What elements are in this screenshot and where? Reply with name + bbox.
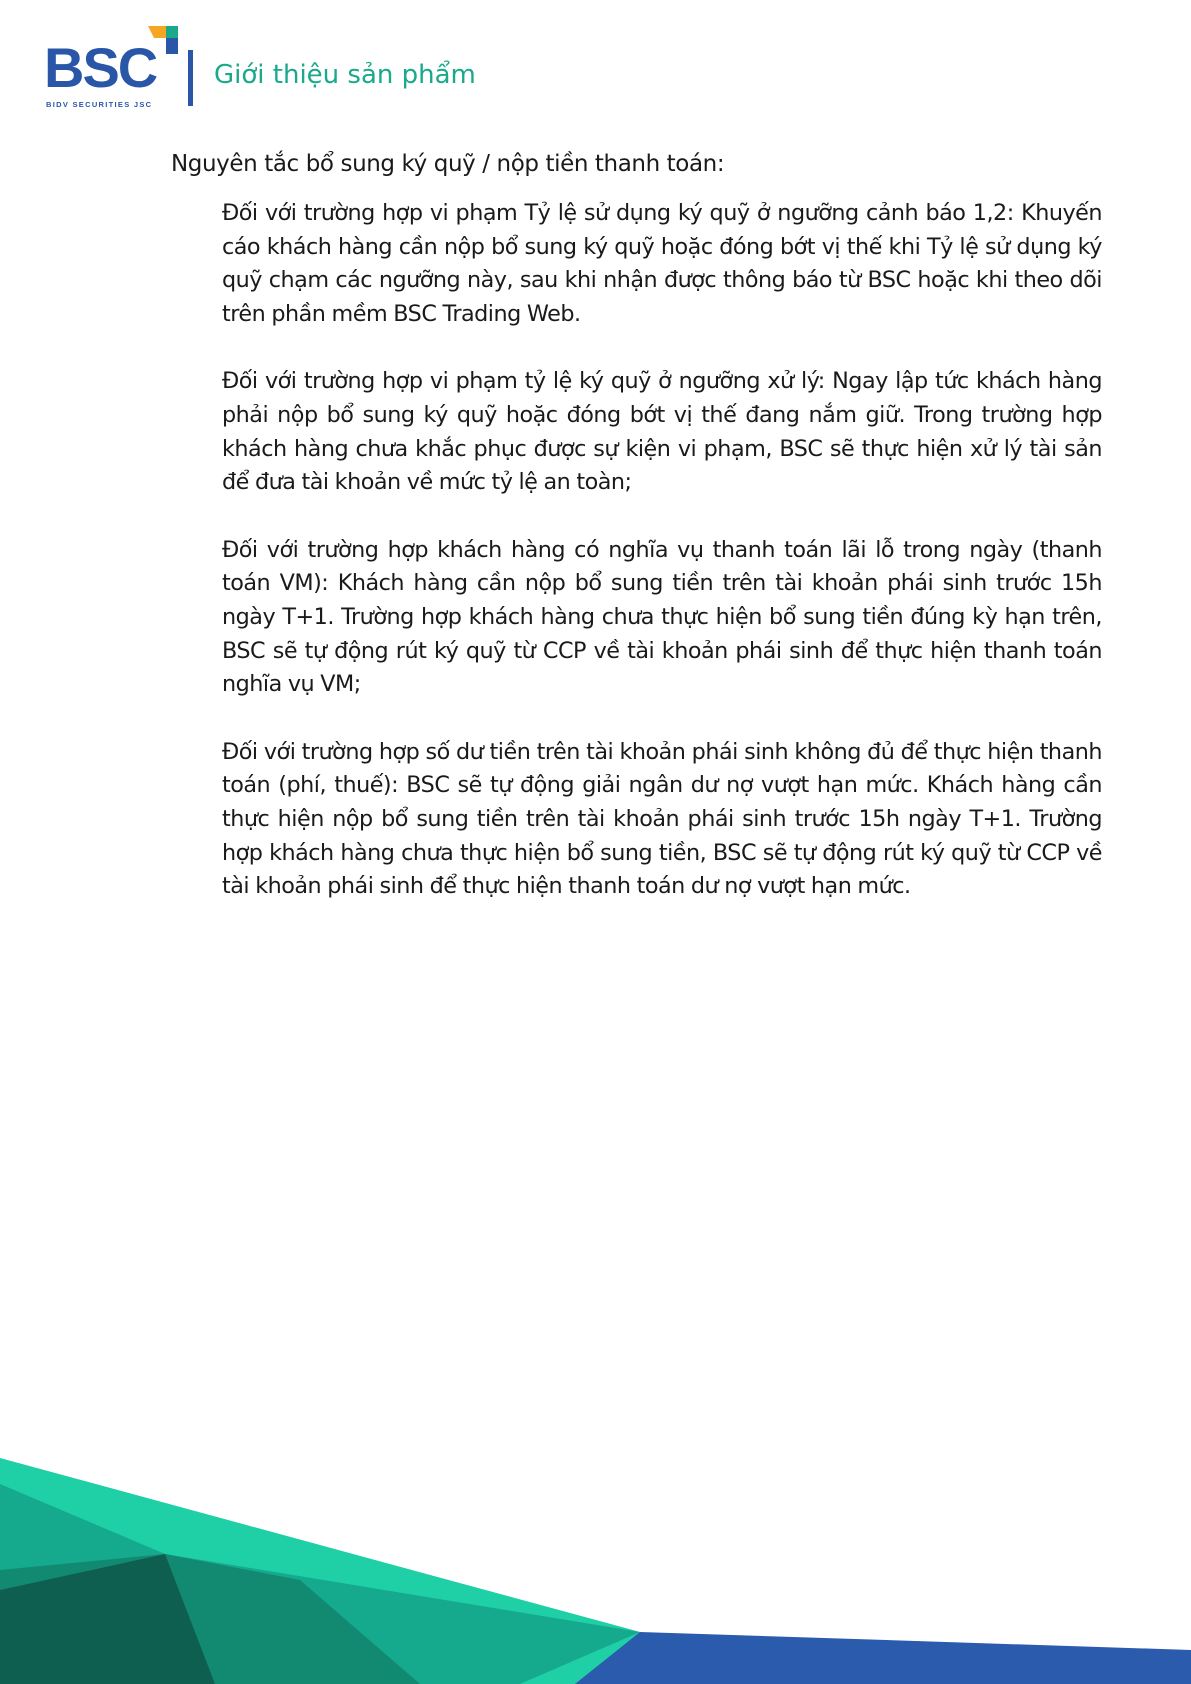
logo-text: BSC (44, 36, 157, 99)
paragraph-handling-threshold: Đối với trường hợp vi phạm tỷ lệ ký quỹ ở ngưỡng xử lý: Ngay lập tức khách hàng phải nộp bổ sung ký quỹ hoặc đóng bớt vị thế đang nắm giữ. Trong trường hợp khách hàng chưa khắc phục được sự kiện vi phạm, BSC sẽ thực hiện xử lý tài sản để đưa tài khoản về mức tỷ lệ an toàn; (222, 368, 1102, 496)
logo-subtitle: BIDV SECURITIES JSC (46, 100, 153, 109)
paragraph-vm-payment: Đối với trường hợp khách hàng có nghĩa vụ thanh toán lãi lỗ trong ngày (thanh toán VM): Khách hàng cần nộp bổ sung tiền trên tài khoản phái sinh trước 15h ngày T+1. Trường hợp khách hàng chưa thực hiện bổ sung tiền đúng kỳ hạn trên, BSC sẽ tự động rút ký quỹ từ CCP về tài khoản phái sinh để thực hiện thanh toán nghĩa vụ VM; (222, 536, 1102, 698)
paragraph-warning-threshold: Đối với trường hợp vi phạm Tỷ lệ sử dụng ký quỹ ở ngưỡng cảnh báo 1,2: Khuyến cáo khách hàng cần nộp bổ sung ký quỹ hoặc đóng bớt vị thế khi Tỷ lệ sử dụng ký quỹ chạm các ngưỡng này, sau khi nhận được thông báo từ BSC hoặc khi theo dõi trên phần mềm BSC Trading Web. (222, 200, 1102, 327)
header-divider (188, 50, 193, 106)
bsc-logo (44, 22, 184, 112)
section-title: Giới thiệu sản phẩm (214, 60, 476, 90)
intro-heading: Nguyên tắc bổ sung ký quỹ / nộp tiền thanh toán: (171, 151, 725, 177)
footer-decoration (0, 1450, 1191, 1684)
footer-shape-blue (575, 1632, 1191, 1684)
logo-arrow-icon (140, 24, 180, 64)
paragraph-fees-taxes: Đối với trường hợp số dư tiền trên tài khoản phái sinh không đủ để thực hiện thanh toán (phí, thuế): BSC sẽ tự động giải ngân dư nợ vượt hạn mức. Khách hàng cần thực hiện nộp bổ sung tiền trên tài khoản phái sinh trước 15h ngày T+1. Trường hợp khách hàng chưa thực hiện bổ sung tiền, BSC sẽ tự động rút ký quỹ từ CCP về tài khoản phái sinh để thực hiện thanh toán dư nợ vượt hạn mức. (222, 738, 1102, 900)
page-header (44, 22, 844, 112)
rules-content (222, 197, 1102, 938)
